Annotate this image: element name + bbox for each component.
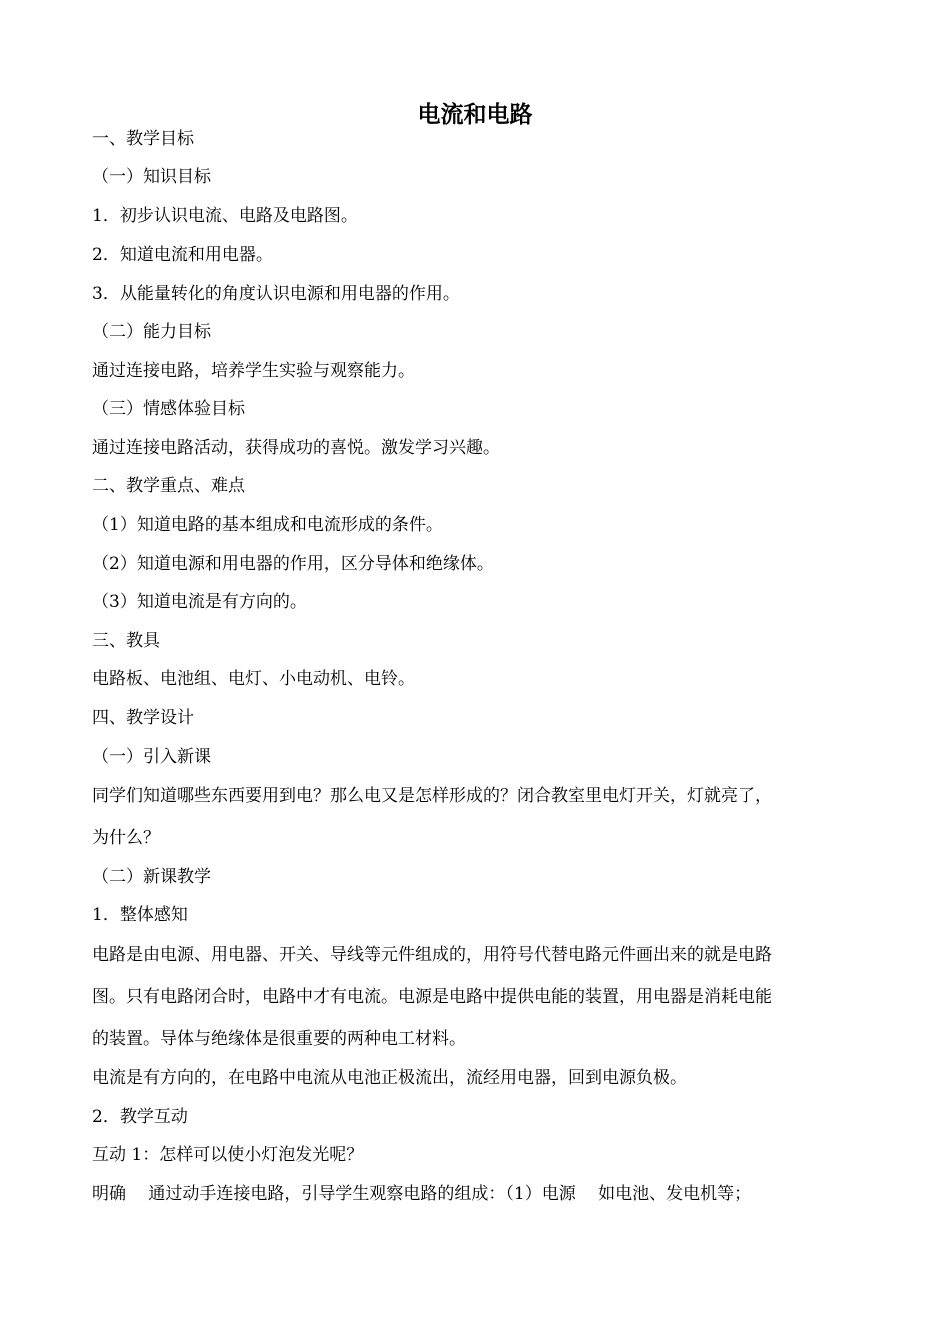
paragraph: 电路板、电池组、电灯、小电动机、电铃。 xyxy=(92,669,415,689)
paragraph: 通过连接电路活动，获得成功的喜悦。激发学习兴趣。 xyxy=(92,438,500,458)
document-title: 电流和电路 xyxy=(417,102,533,128)
section-heading-design: 四、教学设计 xyxy=(92,708,194,728)
list-item: 1．初步认识电流、电路及电路图。 xyxy=(92,206,358,226)
subsection-knowledge: （一）知识目标 xyxy=(92,167,211,187)
paragraph: 明确 通过动手连接电路，引导学生观察电路的组成：（1）电源 如电池、发电机等； xyxy=(92,1184,752,1204)
paragraph: 互动 1：怎样可以使小灯泡发光呢？ xyxy=(92,1145,364,1165)
subsection-intro: （一）引入新课 xyxy=(92,747,211,767)
list-item: （3）知道电流是有方向的。 xyxy=(92,592,307,612)
section-heading-key-points: 二、教学重点、难点 xyxy=(92,476,245,496)
paragraph: 电流是有方向的，在电路中电流从电池正极流出，流经用电器，回到电源负极。 xyxy=(92,1068,687,1088)
list-item: 2．教学互动 xyxy=(92,1107,188,1127)
list-item: 2．知道电流和用电器。 xyxy=(92,245,273,265)
section-heading-objectives: 一、教学目标 xyxy=(92,129,194,149)
paragraph: 电路是由电源、用电器、开关、导线等元件组成的，用符号代替电路元件画出来的就是电路 xyxy=(92,945,772,965)
subsection-emotion: （三）情感体验目标 xyxy=(92,399,245,419)
paragraph: 为什么？ xyxy=(92,828,160,848)
list-item: （1）知道电路的基本组成和电流形成的条件。 xyxy=(92,515,443,535)
list-item: 1．整体感知 xyxy=(92,905,188,925)
list-item: （2）知道电源和用电器的作用，区分导体和绝缘体。 xyxy=(92,554,494,574)
subsection-new-lesson: （二）新课教学 xyxy=(92,867,211,887)
paragraph: 图。只有电路闭合时，电路中才有电流。电源是电路中提供电能的装置，用电器是消耗电能 xyxy=(92,987,772,1007)
subsection-ability: （二）能力目标 xyxy=(92,322,211,342)
paragraph: 的装置。导体与绝缘体是很重要的两种电工材料。 xyxy=(92,1029,466,1049)
paragraph: 通过连接电路，培养学生实验与观察能力。 xyxy=(92,361,415,381)
paragraph: 同学们知道哪些东西要用到电？那么电又是怎样形成的？闭合教室里电灯开关，灯就亮了， xyxy=(92,786,772,806)
section-heading-tools: 三、教具 xyxy=(92,631,160,651)
list-item: 3．从能量转化的角度认识电源和用电器的作用。 xyxy=(92,284,460,304)
